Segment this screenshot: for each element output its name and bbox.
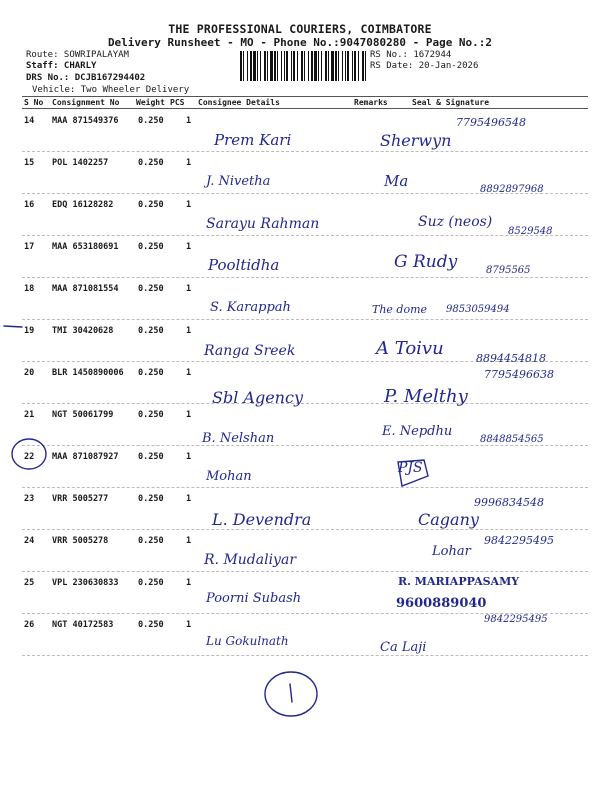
row-consignment: EDQ 16128282	[52, 200, 114, 210]
margin-circle-mark	[12, 439, 46, 469]
row-consignment: VRR 5005278	[52, 536, 109, 546]
page-number-mark	[290, 684, 292, 702]
row-consignment: MAA 871549376	[52, 116, 119, 126]
row-consignment: MAA 871087927	[52, 452, 119, 462]
signature-handwriting: R. MARIAPPASAMY	[398, 575, 520, 588]
phone-handwriting: 8848854565	[480, 434, 544, 445]
phone-handwriting: 9842295495	[484, 534, 554, 547]
row-sno: 21	[24, 410, 35, 420]
row-sno: 20	[24, 368, 35, 378]
row-consignment: POL 1402257	[52, 158, 109, 168]
row-weight: 0.250	[138, 242, 164, 252]
consignee-handwriting: Sarayu Rahman	[206, 216, 320, 232]
row-weight: 0.250	[138, 452, 164, 462]
row-sno: 17	[24, 242, 35, 252]
consignee-handwriting: Poorni Subash	[206, 591, 302, 606]
consignee-handwriting: Sbl Agency	[212, 388, 303, 407]
row-pcs: 1	[186, 494, 192, 504]
row-sno: 26	[24, 620, 35, 630]
row-sno: 24	[24, 536, 35, 546]
row-sno: 22	[24, 452, 35, 462]
col-weight: Weight	[136, 98, 165, 107]
row-sno: 19	[24, 326, 35, 336]
phone-handwriting: 9600889040	[396, 596, 487, 611]
signature-handwriting: Ca Laji	[380, 640, 427, 655]
row-pcs: 1	[186, 116, 192, 126]
signature-handwriting: A Toivu	[376, 338, 444, 359]
row-sno: 23	[24, 494, 35, 504]
row-consignment: VPL 230630833	[52, 578, 119, 588]
route-label: Route: SOWRIPALAYAM	[26, 50, 129, 60]
col-pcs: PCS	[170, 98, 185, 107]
row-pcs: 1	[186, 368, 192, 378]
row-weight: 0.250	[138, 200, 164, 210]
signature-handwriting: Sherwyn	[380, 131, 452, 150]
consignee-handwriting: J. Nivetha	[206, 174, 271, 189]
row-consignment: BLR 1450890006	[52, 368, 124, 378]
row-pcs: 1	[186, 620, 192, 630]
staff-label: Staff: CHARLY	[26, 61, 97, 71]
row-weight: 0.250	[138, 284, 164, 294]
phone-handwriting: 7795496548	[456, 116, 526, 129]
row-consignment: MAA 871081554	[52, 284, 119, 294]
col-consignment: Consignment No	[52, 98, 120, 107]
phone-handwriting: 8529548	[508, 226, 553, 237]
signature-handwriting: The dome	[372, 303, 428, 316]
phone-handwriting: 8795565	[486, 265, 531, 276]
row-consignment: VRR 5005277	[52, 494, 109, 504]
consignee-handwriting: Lu Gokulnath	[206, 634, 289, 648]
col-consignee: Consignee Details	[198, 98, 280, 107]
col-remarks: Remarks	[354, 98, 388, 107]
signature-handwriting: Ma	[384, 172, 409, 190]
row-weight: 0.250	[138, 536, 164, 546]
row-consignment: TMI 30420628	[52, 326, 114, 336]
row-sno: 18	[24, 284, 35, 294]
row-pcs: 1	[186, 578, 192, 588]
row-weight: 0.250	[138, 494, 164, 504]
margin-tick-mark	[4, 326, 22, 327]
row-sno: 16	[24, 200, 35, 210]
row-consignment: NGT 40172583	[52, 620, 114, 630]
pjs-box-mark	[398, 460, 428, 486]
row-sno: 25	[24, 578, 35, 588]
document-subtitle: Delivery Runsheet - MO - Phone No.:9047080280 - Page No.:2	[107, 36, 493, 49]
consignee-handwriting: Ranga Sreek	[204, 343, 296, 359]
phone-handwriting: 9853059494	[446, 304, 510, 315]
phone-handwriting: 7795496638	[484, 368, 554, 381]
row-sno: 15	[24, 158, 35, 168]
vehicle-label: Vehicle: Two Wheeler Delivery	[32, 85, 190, 95]
consignee-handwriting: S. Karappah	[210, 300, 291, 315]
phone-handwriting: 9996834548	[474, 496, 544, 509]
signature-handwriting: G Rudy	[394, 252, 458, 272]
consignee-handwriting: Prem Kari	[214, 131, 292, 149]
signature-handwriting: Lohar	[432, 544, 471, 559]
row-weight: 0.250	[138, 326, 164, 336]
consignee-handwriting: R. Mudaliyar	[204, 552, 297, 568]
row-pcs: 1	[186, 158, 192, 168]
row-consignment: NGT 50061799	[52, 410, 114, 420]
row-weight: 0.250	[138, 158, 164, 168]
signature-handwriting: Suz (neos)	[418, 214, 493, 230]
consignee-handwriting: Pooltidha	[208, 256, 280, 274]
consignee-handwriting: B. Nelshan	[202, 431, 275, 446]
col-sno: S No	[24, 98, 44, 107]
signature-handwriting: PJS	[398, 460, 423, 476]
row-pcs: 1	[186, 326, 192, 336]
row-pcs: 1	[186, 452, 192, 462]
row-weight: 0.250	[138, 116, 164, 126]
signature-handwriting: E. Nepdhu	[382, 424, 453, 439]
row-pcs: 1	[186, 200, 192, 210]
signature-handwriting: P. Melthy	[384, 386, 468, 407]
row-weight: 0.250	[138, 410, 164, 420]
document-title: THE PROFESSIONAL COURIERS, COIMBATORE	[168, 22, 432, 36]
row-weight: 0.250	[138, 368, 164, 378]
rs-date: RS Date: 20-Jan-2026	[370, 61, 479, 71]
row-pcs: 1	[186, 242, 192, 252]
row-consignment: MAA 653180691	[52, 242, 119, 252]
col-seal: Seal & Signature	[412, 98, 490, 107]
signature-handwriting: Cagany	[418, 510, 479, 529]
row-sno: 14	[24, 116, 35, 126]
consignee-handwriting: L. Devendra	[212, 510, 312, 529]
phone-handwriting: 9842295495	[484, 614, 548, 625]
row-pcs: 1	[186, 536, 192, 546]
row-weight: 0.250	[138, 578, 164, 588]
consignee-handwriting: Mohan	[206, 469, 252, 484]
row-pcs: 1	[186, 284, 192, 294]
phone-handwriting: 8892897968	[480, 184, 544, 195]
row-weight: 0.250	[138, 620, 164, 630]
rs-number: RS No.: 1672944	[370, 50, 452, 60]
row-pcs: 1	[186, 410, 192, 420]
drs-number: DRS No.: DCJB167294402	[26, 73, 146, 83]
phone-handwriting: 8894454818	[476, 352, 546, 365]
